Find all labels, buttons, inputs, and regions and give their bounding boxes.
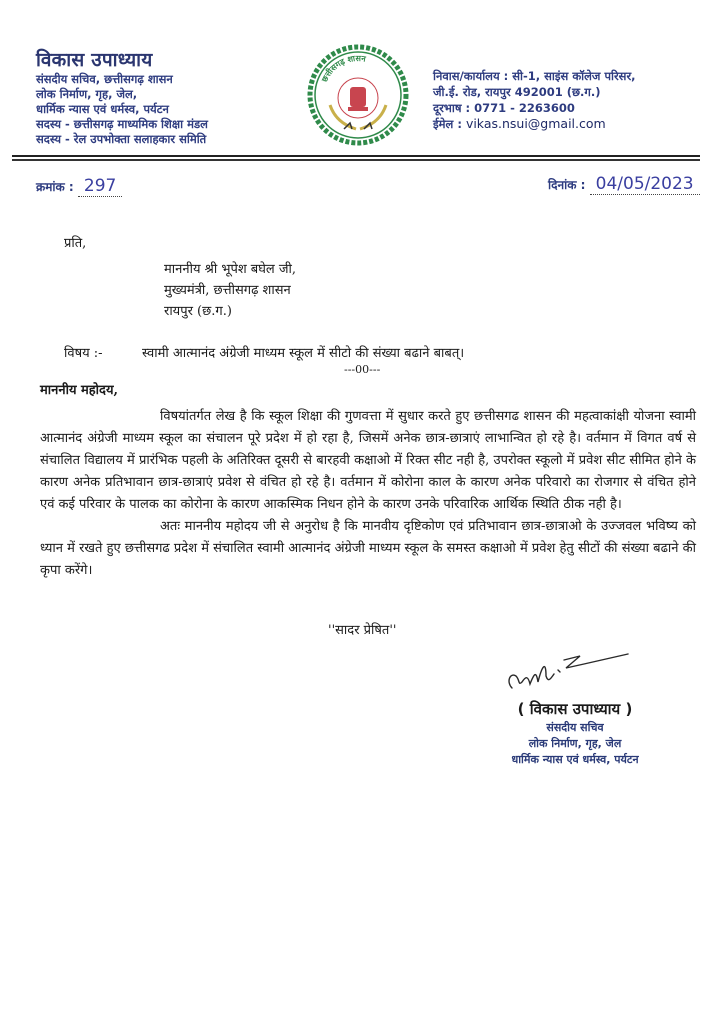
body-paragraph xyxy=(40,406,696,516)
header-divider xyxy=(12,159,700,161)
recipient-address xyxy=(164,259,296,322)
signature-icon xyxy=(500,646,630,696)
designation-line: सदस्य - रेल उपभोक्ता सलाहकार समिति xyxy=(36,132,207,146)
date-value: 04/05/2023 xyxy=(590,174,700,195)
paragraph-text: अतः माननीय महोदय जी से अनुरोध है कि मानवीय दृष्टिकोण एवं प्रतिभावान छात्र-छात्राओ के उज्जवल भविष्य को ध्यान में रखते हुए छत्तीसगढ प्रदेश में संचालित स्वामी आत्मानंद अंग्रेजी माध्यम स्कूल के समस्त कक्षाओ में प्रवेश हेतु सीटों की संख्या बढाने की कृपा करेंगे। xyxy=(40,519,696,578)
header-divider xyxy=(12,155,700,157)
email-address: vikas.nsui@gmail.com xyxy=(465,116,606,131)
recipient-line: माननीय श्री भूपेश बघेल जी, xyxy=(164,262,297,277)
paragraph-text: विषयांतर्गत लेख है कि स्कूल शिक्षा की गुणवत्ता में सुधार करते हुए छत्तीसगढ शासन की महत्वाकांक्षी योजना स्वामी आत्मानंद अंग्रेजी माध्यम स्कूल का संचालन पूरे प्रदेश में हो रहा है, जिसमें अनेक छात्र-छात्राएं लाभान्वित हो रहे है। वर्तमान में विगत वर्ष से संचालित विद्यालय में प्रारंभिक पहली के अतिरिक्त दूसरी से बारहवी कक्षाओ में रिक्त सीट नही है, उपरोक्त स्कूलो में प्रवेश सीट सीमित होने के कारण अनेक प्रतिभावान छात्र-छात्राएं प्रवेश से वंचित हो रहे है। वर्तमान में कोरोना काल के कारण अनेक परिवारो का रोजगार से वंचित होने एवं कई परिवार के पालक का कोरोना के कारण आकस्मिक निधन होने के कारण उनके परिवारिक आर्थिक स्थिति ठीक नही है। xyxy=(40,409,696,512)
reference-label: क्रमांक : xyxy=(36,180,74,194)
email-row xyxy=(433,116,636,132)
subject-line xyxy=(64,343,464,361)
reference-number xyxy=(36,176,122,196)
recipient-line: मुख्यमंत्री, छत्तीसगढ़ शासन xyxy=(164,283,291,298)
letter-date xyxy=(548,174,700,194)
sender-name: विकास उपाध्याय xyxy=(36,49,153,71)
phone-number: दूरभाष : 0771 - 2263600 xyxy=(433,101,575,115)
body-paragraph xyxy=(40,516,696,582)
subject-text: स्वामी आत्मानंद अंग्रेजी माध्यम स्कूल में सीटो की संख्या बढाने बाबत्। xyxy=(142,346,465,361)
address-line: निवास/कार्यालय : सी-1, साइंस कॉलेज परिसर, xyxy=(433,69,636,83)
reference-value: 297 xyxy=(78,176,122,197)
date-label: दिनांक : xyxy=(548,178,586,192)
signatory-designation: लोक निर्माण, गृह, जेल xyxy=(528,737,622,750)
signatory-name: ( विकास उपाध्याय ) xyxy=(517,700,633,718)
salutation: माननीय महोदय, xyxy=(40,383,119,398)
recipient-line: रायपुर (छ.ग.) xyxy=(164,304,232,319)
letterhead-left xyxy=(36,48,208,147)
designation-line: सदस्य - छत्तीसगढ़ माध्यमिक शिक्षा मंडल xyxy=(36,117,208,131)
letterhead-contact xyxy=(433,68,636,132)
designation-line: लोक निर्माण, गृह, जेल, xyxy=(36,87,138,101)
closing-remark: ''सादर प्रेषित'' xyxy=(328,623,397,638)
emblem-text: छत्तीसगढ़ शासन xyxy=(319,53,367,84)
subject-label: विषय :- xyxy=(64,346,103,361)
designation-line: धार्मिक न्यास एवं धर्मस्व, पर्यटन xyxy=(36,102,169,116)
signatory-designation: धार्मिक न्यास एवं धर्मस्व, पर्यटन xyxy=(511,753,639,766)
to-label: प्रति, xyxy=(64,236,87,251)
signatory-designation: संसदीय सचिव xyxy=(546,721,604,734)
signatory-block xyxy=(470,698,680,768)
address-line: जी.ई. रोड, रायपुर 492001 (छ.ग.) xyxy=(433,85,601,99)
separator: ---00--- xyxy=(344,363,381,376)
email-label: ईमेल : xyxy=(433,117,466,131)
designation-line: संसदीय सचिव, छत्तीसगढ़ शासन xyxy=(36,72,173,86)
government-emblem-icon xyxy=(306,43,410,147)
